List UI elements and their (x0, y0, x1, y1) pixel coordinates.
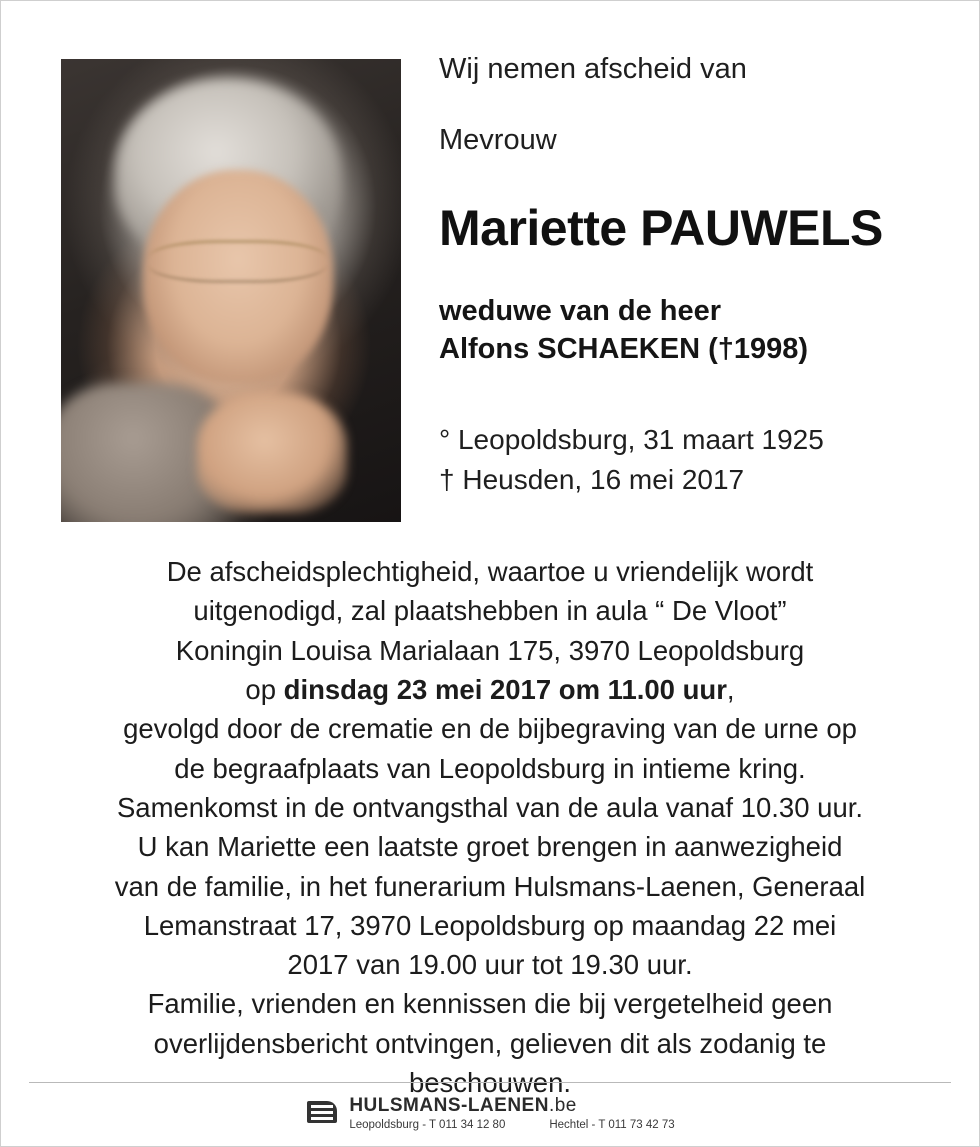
footer-inner (305, 1095, 674, 1132)
death-line: † Heusden, 16 mei 2017 (439, 464, 745, 496)
photo-glasses (149, 240, 326, 283)
brand-tld: .be (548, 1094, 577, 1116)
deceased-name: Mariette PAUWELS (439, 200, 883, 256)
body-line: de begraafplaats van Leopoldsburg in intieme kring. (174, 752, 806, 784)
ceremony-datetime: dinsdag 23 mei 2017 om 11.00 uur (283, 673, 727, 705)
body-line: Samenkomst in de ontvangsthal van de aula vanaf 10.30 uur. (116, 791, 864, 823)
contact-leopoldsburg: Leopoldsburg - T 011 34 12 80 (349, 1118, 506, 1131)
body-line: gevolgd door de crematie en de bijbegraving van de urne op (123, 713, 857, 745)
top-section (29, 31, 951, 522)
body-line: 2017 van 19.00 uur tot 19.30 uur. (287, 949, 693, 981)
body-line: Lemanstraat 17, 3970 Leopoldsburg op maandag 22 mei (143, 909, 837, 941)
body-bold-suffix: , (726, 673, 735, 705)
card-inner (1, 1, 979, 1102)
portrait-photo (61, 59, 401, 522)
body-line: beschouwen. (408, 1067, 572, 1099)
brand-name-text: HULSMANS-LAENEN (349, 1094, 549, 1116)
contact-hechtel: Hechtel - T 011 73 42 73 (549, 1118, 675, 1131)
salutation-line: Mevrouw (439, 124, 557, 156)
photo-hand (197, 392, 347, 512)
body-line: uitgenodigd, zal plaatshebben in aula “ De Vloot” (193, 595, 787, 627)
spouse-line-1: weduwe van de heer (439, 295, 722, 327)
contacts (349, 1119, 674, 1132)
birth-line: ° Leopoldsburg, 31 maart 1925 (439, 424, 824, 456)
footer (29, 1082, 951, 1132)
body-bold-prefix: op (245, 673, 284, 705)
header-text-block (401, 31, 951, 500)
brand-name (349, 1095, 674, 1117)
spouse-block (439, 293, 951, 368)
body-line: overlijdensbericht ontvingen, gelieven dit als zodanig te (153, 1027, 827, 1059)
body-line-highlight (63, 670, 917, 709)
spouse-line-2: Alfons SCHAEKEN (†1998) (439, 332, 809, 365)
body-line: De afscheidsplechtigheid, waartoe u vriendelijk wordt (166, 556, 814, 587)
body-line: van de familie, in het funerarium Hulsmans-Laenen, Generaal (114, 870, 866, 902)
footer-texts (349, 1095, 674, 1132)
ceremony-text (29, 552, 951, 1102)
body-line: Familie, vrienden en kennissen die bij vergetelheid geen (147, 988, 833, 1020)
book-logo-icon (305, 1097, 339, 1129)
body-line: Koningin Louisa Marialaan 175, 3970 Leopoldsburg (175, 634, 805, 666)
book-shape (307, 1101, 337, 1123)
dates-block (439, 420, 951, 500)
body-line: U kan Mariette een laatste groet brengen in aanwezigheid (137, 831, 843, 863)
intro-line: Wij nemen afscheid van (439, 53, 747, 85)
